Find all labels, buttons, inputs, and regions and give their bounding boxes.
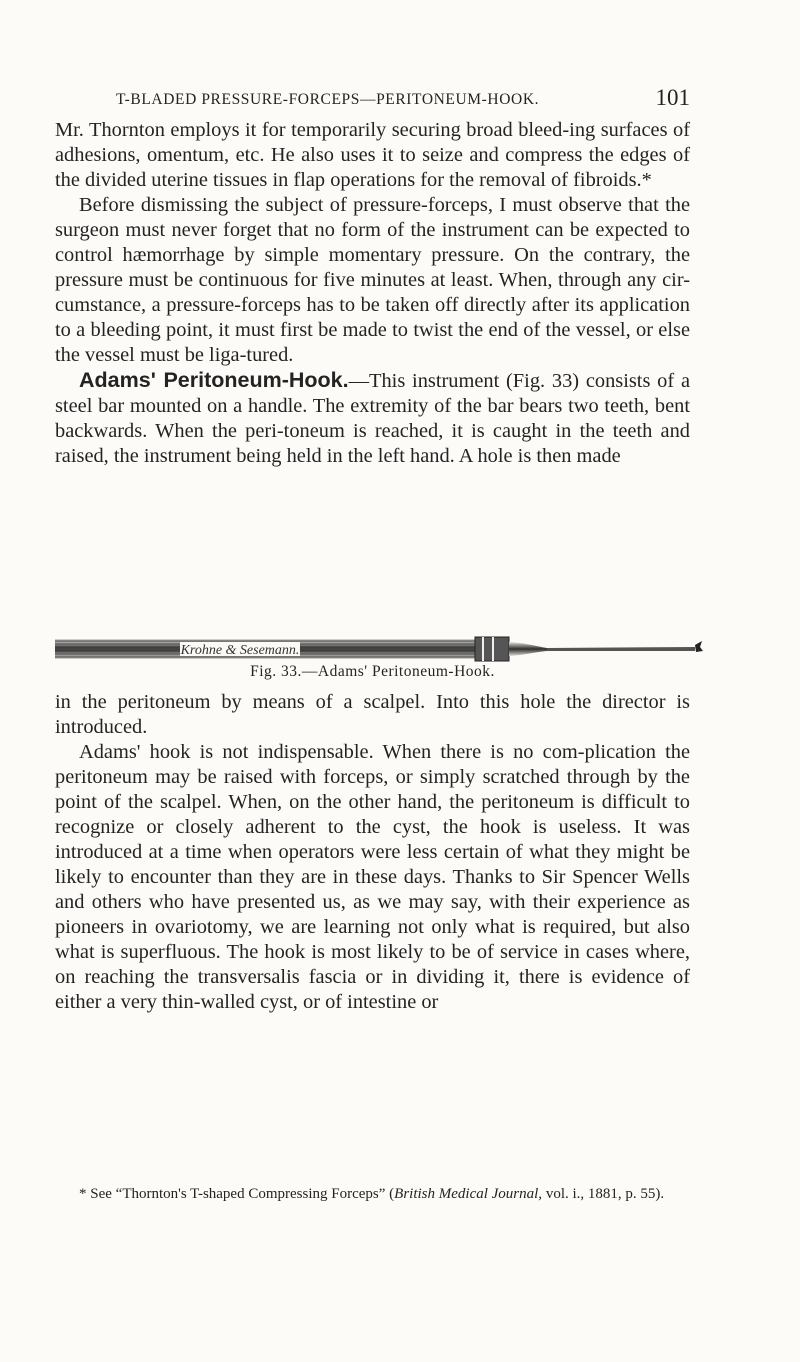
hook-steel-bar [509,641,703,656]
section-paragraph [55,368,690,469]
section-text: —This instrument (Fig. 33) consists of a steel bar mounted on a handle. The extremity of the bar bears two teeth, bent backwards. When the peri-toneum is reached, it is caught in the teeth and raised, the instrument being held in the left hand. A hole is then made [55,370,690,467]
paragraph: Before dismissing the subject of pressure-forceps, I must observe that the surgeon must never forget that no form of the instrument can be expected to control hæmorrhage by simple momentary pressure. On the contrary, the pressure must be continuous for five minutes at least. When, through any cir-cumstance, a pressure-forceps has to be taken off directly after its application to a bleeding point, it must first be made to twist the end of the vessel, or else the vessel must be liga-tured. [55,194,690,366]
page-number: 101 [655,85,690,110]
figure-peritoneum-hook [55,636,705,662]
hook-teeth [695,641,703,652]
body-text-top [55,118,690,469]
footnote-journal: British Medical Journal, [394,1186,543,1202]
paragraph: Adams' hook is not indispensable. When there is no com-plication the peritoneum may be raised with forceps, or simply scratched through by the point of the scalpel. When, on the other hand, the peritoneum is difficult to recognize or closely adherent to the cyst, the hook is useless. It was introduced at a time when operators were less certain of what they might be likely to encounter than they are in these days. Thanks to Sir Spencer Wells and others who have presented us, as we may say, with their experience as pioneers in ovariotomy, we are learning not only what is required, but also what is superfluous. The hook is most likely to be of service in cases where, on reaching the transversalis fascia or in dividing it, there is evidence of either a very thin-walled cyst, or of intestine or [55,741,690,1013]
footnote-text: * See “Thornton's T-shaped Compressing Forceps” ( [79,1186,395,1202]
paragraph: Mr. Thornton employs it for temporarily securing broad bleed-ing surfaces of adhesions, omentum, etc. He also uses it to seize and compress the edges of the divided uterine tissues in flap operations for the removal of fibroids.* [55,119,690,191]
peritoneum-hook-illustration [55,636,705,662]
body-text-bottom [55,690,690,1015]
footnote-citation: vol. i., 1881, p. 55). [542,1186,665,1202]
figure-caption: Fig. 33.—Adams' Peritoneum-Hook. [250,663,495,680]
section-heading: Adams' Peritoneum-Hook. [79,368,349,392]
running-title: T-BLADED PRESSURE-FORCEPS—PERITONEUM-HOOK. [116,91,540,108]
maker-mark: Krohne & Sesemann. [180,643,300,658]
paragraph: in the peritoneum by means of a scalpel. Into this hole the director is introduced. [55,691,690,738]
page-header [116,85,690,113]
footnote [55,1185,690,1204]
